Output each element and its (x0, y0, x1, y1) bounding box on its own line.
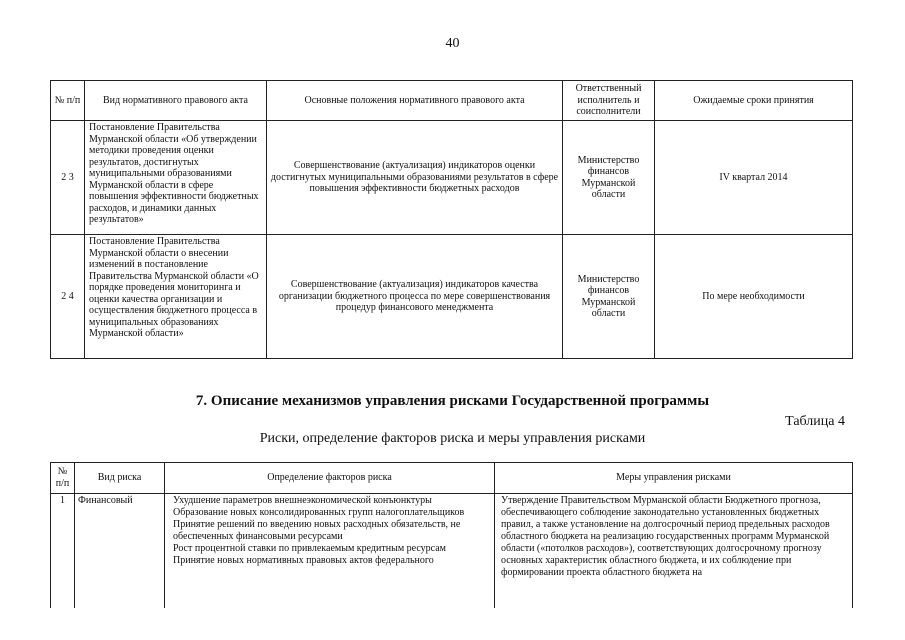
header-risk-type: Вид риска (75, 463, 165, 494)
table-row (51, 494, 853, 609)
header-terms: Ожидаемые сроки принятия (655, 81, 853, 121)
header-num: № п/п (51, 81, 85, 121)
row-risk-type: Финансовый (75, 494, 165, 609)
factor-item: Ухудшение параметров внешнеэкономической конъюнктуры (173, 495, 432, 506)
factor-item: Образование новых консолидированных групп налогоплательщиков (173, 507, 465, 518)
section-title: 7. Описание механизмов управления рисками Государственной программы (195, 393, 710, 409)
normative-acts-table (50, 80, 853, 359)
header-measures: Меры управления рисками (495, 463, 853, 494)
header-num: № п/п (51, 463, 75, 494)
page-number: 40 (445, 36, 460, 51)
factor-item: Рост процентной ставки по привлекаемым кредитным ресурсам (173, 543, 446, 554)
row-num: 2 3 (51, 121, 85, 235)
table-row (51, 121, 853, 235)
table-label: Таблица 4 (785, 414, 845, 429)
table-header-row (51, 463, 853, 494)
factor-item: Принятие решений по введению новых расходных обязательств, не обеспеченных финансовыми ресурсами (173, 519, 461, 542)
header-factors: Определение факторов риска (165, 463, 495, 494)
table-header-row (51, 81, 853, 121)
row-terms: IV квартал 2014 (655, 121, 853, 235)
factor-item: Принятие новых нормативных правовых актов федерального (173, 555, 434, 566)
header-provisions: Основные положения нормативного правового акта (267, 81, 563, 121)
row-terms: По мере необходимости (655, 235, 853, 359)
header-executor: Ответственный исполнитель и соисполнители (563, 81, 655, 121)
row-act-type: Постановление Правительства Мурманской области «Об утверждении методики проведения оценки результатов, достигнутых муниципальными образованиями Мурманской области в сфере повышения эффективности бюджетных расходов, и динамики данных результатов» (85, 121, 267, 235)
row-measures: Утверждение Правительством Мурманской области Бюджетного прогноза, обеспечивающего соблюдение законодательно установленных бюджетных правил, а также установление на долгосрочный период предельных расходов областного бюджета на реализацию государственных программ Мурманской области («потолков расходов»), соответствующих долгосрочному прогнозу основных характеристик областного бюджета, и их соблюдение при формировании проекта областного бюджета на (495, 494, 853, 609)
row-num: 1 (51, 494, 75, 609)
row-executor: Министерство финансов Мурманской области (563, 121, 655, 235)
table-caption: Риски, определение факторов риска и меры управления рисками (259, 431, 646, 446)
row-provisions: Совершенствование (актуализация) индикаторов качества организации бюджетного процесса по мере совершенствования процедур финансового менеджмента (267, 235, 563, 359)
row-provisions: Совершенствование (актуализация) индикаторов оценки достигнутых муниципальными образованиями результатов в сфере повышения эффективности бюджетных расходов (267, 121, 563, 235)
risks-table (50, 462, 853, 608)
table-row (51, 235, 853, 359)
row-factors (165, 494, 495, 609)
row-executor: Министерство финансов Мурманской области (563, 235, 655, 359)
row-act-type: Постановление Правительства Мурманской области о внесении изменений в постановление Правительства Мурманской области «О порядке проведения мониторинга и оценки качества организации и осуществления бюджетного процесса в муниципальных образованиях Мурманской области» (85, 235, 267, 359)
header-act-type: Вид нормативного правового акта (85, 81, 267, 121)
row-num: 2 4 (51, 235, 85, 359)
